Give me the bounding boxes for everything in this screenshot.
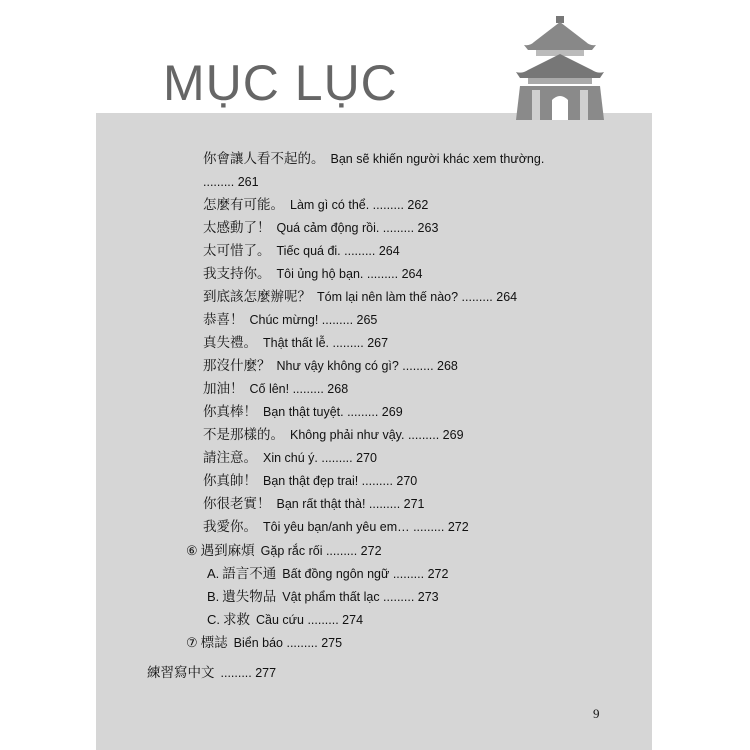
entry-chinese: 遺失物品 xyxy=(222,589,277,605)
entry-chinese: 語言不通 xyxy=(222,566,277,582)
toc-entry[interactable] xyxy=(203,197,428,213)
entry-chinese: 真失禮。 xyxy=(203,335,257,351)
entry-vietnamese: Xin chú ý. ......... 270 xyxy=(263,451,377,465)
entry-vietnamese: Gặp rắc rối ......... 272 xyxy=(260,544,382,558)
toc-entry[interactable] xyxy=(203,174,259,190)
entry-vietnamese: Cầu cứu ......... 274 xyxy=(256,613,364,627)
entry-chinese: 我愛你。 xyxy=(203,519,257,535)
entry-vietnamese: Như vậy không có gì? ......... 268 xyxy=(276,359,458,373)
entry-chinese: 你真帥！ xyxy=(203,473,257,489)
toc-entry[interactable] xyxy=(203,381,348,397)
entry-chinese: 你真棒！ xyxy=(203,404,257,420)
page-title: MỤC LỤC xyxy=(163,55,398,111)
toc-entry[interactable] xyxy=(203,266,422,282)
entry-chinese: 你會讓人看不起的。 xyxy=(203,151,325,167)
toc-entry[interactable] xyxy=(203,473,417,489)
toc-entry[interactable] xyxy=(203,243,400,259)
toc-entry[interactable] xyxy=(203,151,544,167)
entry-vietnamese: Tôi yêu bạn/anh yêu em… ......... 272 xyxy=(263,520,469,534)
entry-vietnamese: Vật phẩm thất lạc ......... 273 xyxy=(282,590,439,604)
toc-entry[interactable] xyxy=(203,289,517,305)
toc-entry[interactable] xyxy=(203,496,425,512)
subsection-marker: B. xyxy=(207,589,220,604)
toc-subsection[interactable] xyxy=(207,589,439,605)
entry-vietnamese: Tóm lại nên làm thế nào? ......... 264 xyxy=(317,290,518,304)
toc-section[interactable] xyxy=(186,635,342,651)
toc-entry[interactable] xyxy=(203,358,458,374)
entry-chinese: 你很老實！ xyxy=(203,496,271,512)
section-marker: ⑥ xyxy=(186,543,198,558)
entry-vietnamese: Chúc mừng! ......... 265 xyxy=(249,313,378,327)
entry-chinese: 恭喜！ xyxy=(203,312,244,328)
entry-vietnamese: Quá cảm động rồi. ......... 263 xyxy=(276,221,439,235)
entry-vietnamese: Tôi ủng hộ bạn. ......... 264 xyxy=(276,267,423,281)
entry-chinese: 太感動了！ xyxy=(203,220,271,236)
entry-page-ref: ......... 277 xyxy=(220,666,277,680)
entry-chinese: 遇到麻煩 xyxy=(200,543,255,559)
entry-chinese: 練習寫中文 xyxy=(147,665,215,681)
entry-vietnamese: Làm gì có thể. ......... 262 xyxy=(290,198,429,212)
page-number: 9 xyxy=(593,706,600,721)
entry-chinese: 加油！ xyxy=(203,381,244,397)
entry-vietnamese: Bất đồng ngôn ngữ ......... 272 xyxy=(282,567,449,581)
entry-vietnamese: Biển báo ......... 275 xyxy=(233,636,343,650)
entry-page-ref: ......... 261 xyxy=(203,175,259,189)
toc-subsection[interactable] xyxy=(207,566,448,582)
toc-entry[interactable] xyxy=(203,404,403,420)
toc-chapter[interactable] xyxy=(147,665,276,681)
subsection-marker: A. xyxy=(207,566,220,581)
entry-chinese: 那沒什麼？ xyxy=(203,358,271,374)
entry-chinese: 怎麼有可能。 xyxy=(203,197,284,213)
subsection-marker: C. xyxy=(207,612,220,627)
entry-vietnamese: Cố lên! ......... 268 xyxy=(249,382,349,396)
toc-section[interactable] xyxy=(186,543,382,559)
entry-vietnamese: Không phải như vậy. ......... 269 xyxy=(290,428,464,442)
toc-subsection[interactable] xyxy=(207,612,363,628)
entry-vietnamese: Thật thất lễ. ......... 267 xyxy=(263,336,389,350)
entry-vietnamese: Bạn thật tuyệt. ......... 269 xyxy=(263,405,403,419)
toc-entry[interactable] xyxy=(203,312,377,328)
entry-chinese: 請注意。 xyxy=(203,450,257,466)
toc-entry[interactable] xyxy=(203,450,377,466)
toc-entry[interactable] xyxy=(203,519,469,535)
entry-vietnamese: Bạn sẽ khiến người khác xem thường. xyxy=(330,152,545,166)
toc-entry[interactable] xyxy=(203,427,464,443)
entry-vietnamese: Bạn rất thật thà! ......... 271 xyxy=(276,497,425,511)
entry-chinese: 到底該怎麼辦呢？ xyxy=(203,289,311,305)
section-marker: ⑦ xyxy=(186,635,198,650)
toc-entry[interactable] xyxy=(203,335,388,351)
toc-entry[interactable] xyxy=(203,220,438,236)
entry-chinese: 不是那樣的。 xyxy=(203,427,284,443)
entry-vietnamese: Tiếc quá đi. ......... 264 xyxy=(276,244,400,258)
entry-chinese: 求救 xyxy=(223,612,250,628)
entry-chinese: 標誌 xyxy=(200,635,228,651)
entry-chinese: 太可惜了。 xyxy=(203,243,271,259)
entry-chinese: 我支持你。 xyxy=(203,266,271,282)
entry-vietnamese: Bạn thật đẹp trai! ......... 270 xyxy=(263,474,418,488)
